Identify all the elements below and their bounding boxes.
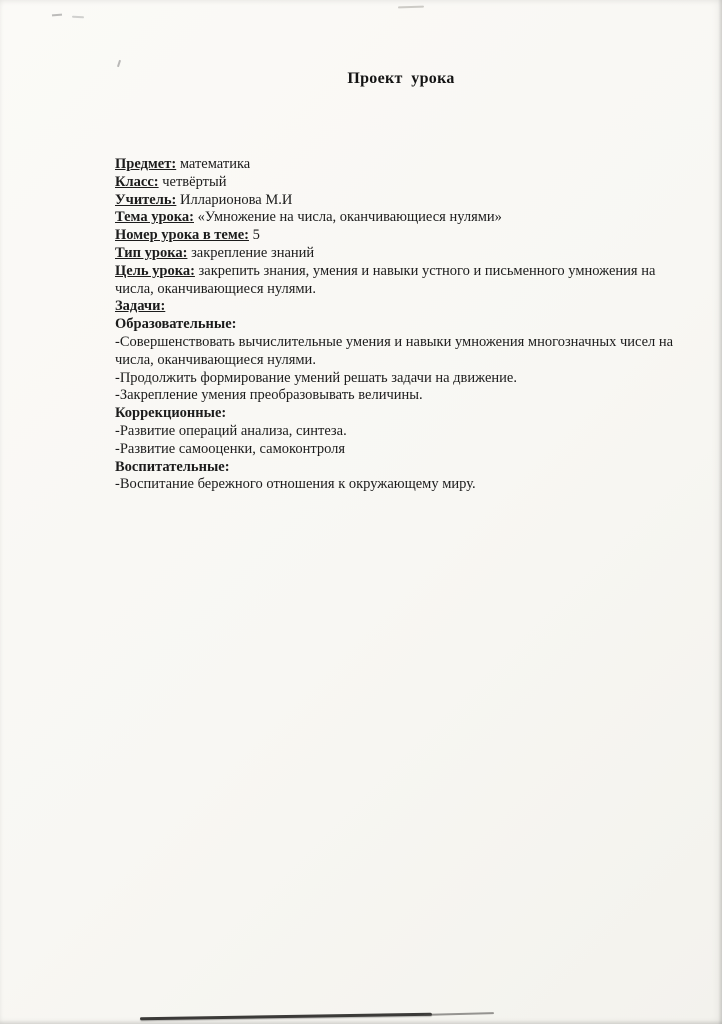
list-item: -Совершенствовать вычислительные умения и навыки умножения многозначных чисел на числа, оканчивающиеся нулями. xyxy=(115,333,674,368)
scan-artifact-mark xyxy=(72,16,84,19)
list-item: -Развитие операций анализа, синтеза. xyxy=(115,422,347,439)
scan-artifact-bottom-line xyxy=(140,1013,432,1021)
field-value: четвёртый xyxy=(162,173,227,190)
document-body xyxy=(115,156,687,494)
section-heading-row xyxy=(115,459,687,477)
field-label: Тема урока: xyxy=(115,209,194,226)
section-heading-row xyxy=(115,316,687,334)
field-row xyxy=(115,245,687,263)
field-row xyxy=(115,174,687,192)
field-value: закрепить знания, умения и навыки устного и письменного умножения на числа, оканчивающиеся нулями. xyxy=(115,262,656,297)
field-value: «Умножение на числа, оканчивающиеся нулями» xyxy=(197,209,502,226)
field-value: Илларионова М.И xyxy=(180,191,293,208)
field-value: закрепление знаний xyxy=(191,244,315,261)
section-heading: Воспитательные: xyxy=(115,458,230,475)
field-row xyxy=(115,263,687,299)
field-row xyxy=(115,298,687,316)
page-title: Проект урока xyxy=(347,70,455,87)
list-item: -Закрепление умения преобразовывать величины. xyxy=(115,387,423,404)
document-content xyxy=(115,0,687,494)
list-item: -Воспитание бережного отношения к окружающему миру. xyxy=(115,476,476,493)
field-label: Учитель: xyxy=(115,191,177,208)
scan-artifact-mark xyxy=(52,14,62,17)
field-label: Задачи: xyxy=(115,298,166,315)
section-heading: Образовательные: xyxy=(115,316,237,333)
section-heading: Коррекционные: xyxy=(115,405,227,422)
list-item: -Продолжить формирование умений решать задачи на движение. xyxy=(115,369,517,386)
field-row xyxy=(115,209,687,227)
field-label: Класс: xyxy=(115,173,159,190)
field-label: Номер урока в теме: xyxy=(115,227,249,244)
field-row xyxy=(115,156,687,174)
field-label: Цель урока: xyxy=(115,262,195,279)
field-label: Тип урока: xyxy=(115,244,188,261)
field-value: математика xyxy=(179,156,251,172)
list-item: -Развитие самооценки, самоконтроля xyxy=(115,440,346,457)
field-row xyxy=(115,192,687,210)
section-heading-row xyxy=(115,405,687,423)
scan-edge-shadow xyxy=(718,0,722,1024)
scan-artifact-bottom-line xyxy=(424,1012,494,1016)
scan-edge-shadow xyxy=(0,1020,722,1024)
field-label: Предмет: xyxy=(115,156,177,172)
field-row xyxy=(115,227,687,245)
field-value: 5 xyxy=(252,227,260,244)
